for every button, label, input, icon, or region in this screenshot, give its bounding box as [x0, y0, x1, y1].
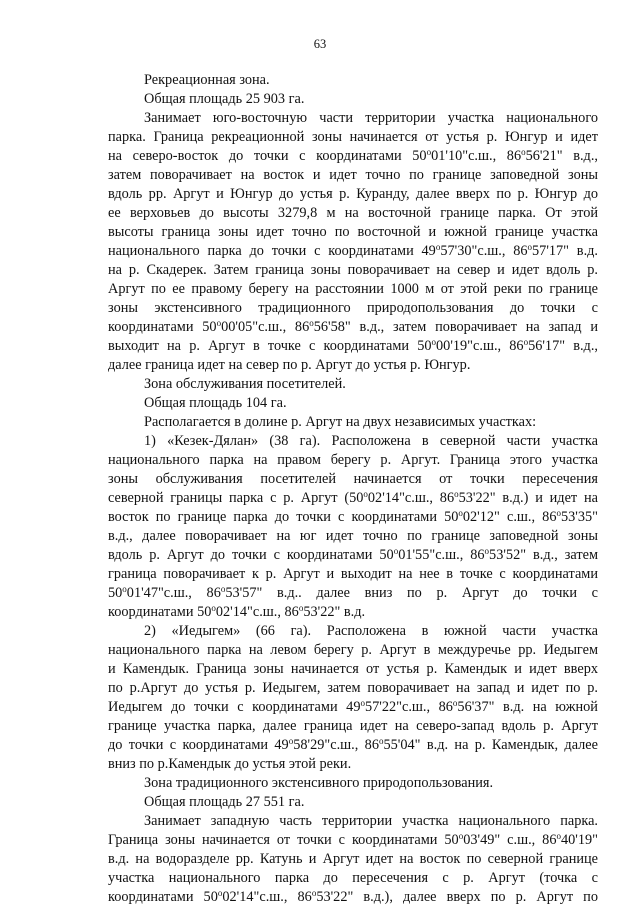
degree-sign: о: [454, 489, 459, 499]
text-line: вдоль р. Аргут до точки с координатами $50^о01'55"с.ш$., $86^о53'52$" в.д., затем: [108, 546, 598, 563]
text-line: высоты граница зоны идет точно по восточной и южной границе участка: [108, 224, 598, 240]
text-line: национального парка на левом берегу р. Аргут в междуречье рр. Иедыгем: [108, 642, 598, 658]
degree-sign: о: [288, 736, 294, 746]
degree-sign: о: [363, 489, 368, 499]
text-line: координатами $50^о02'14"с.ш$., $86^о53'22$" в.д.), далее вверх по р. Аргут по: [108, 888, 598, 905]
text-line: Зона традиционного экстенсивного природопользования.: [144, 775, 494, 791]
degree-sign: о: [431, 337, 437, 347]
text-line: в.д., далее поворачивает на юг идет точно по границе заповедной зоны: [108, 528, 598, 544]
degree-sign: о: [378, 736, 384, 746]
degree-sign: о: [309, 318, 314, 328]
degree-sign: о: [298, 603, 304, 613]
text-line: 1) «Кезек-Дялан» (38 га). Расположена в северной части участка: [144, 433, 598, 449]
text-line: координатами $50^о02'14"с.ш$., $86^о53'22$" в.д.: [108, 603, 366, 620]
text-line: Располагается в долине р. Аргут на двух независимых участках:: [144, 414, 537, 430]
text-line: Занимает западную часть территории участка национального парка.: [144, 813, 598, 829]
page-number: 63: [313, 37, 327, 51]
text-line: Занимает юго-восточную части территории участка национального: [144, 110, 598, 126]
text-line: Общая площадь 104 га.: [144, 395, 287, 411]
text-line: восток по границе парка до точки с координатами $50^о02'12$" с.ш., $86^о53'35$": [108, 508, 598, 525]
text-line: в.д. на водоразделе рр. Катунь и Аргут идет на восток по северной границе: [108, 851, 598, 867]
text-line: и Камендык. Граница зоны начинается от устья р. Камендык и идет вверх: [108, 661, 598, 677]
text-line: зоны экстенсивного традиционного природопользования до точки с: [108, 300, 598, 316]
text-line: $50^о01'47"с.ш$., $86^о53'57$" в.д.. далее вниз по р. Аргут до точки с: [108, 584, 598, 601]
degree-sign: о: [521, 147, 526, 157]
text-line: национального парка до точки с координатами $49^о57'30"с.ш$., $86^о57'17$" в.д.: [108, 242, 598, 259]
degree-sign: о: [393, 546, 399, 556]
text-line: Аргут по ее правому берегу на расстоянии 1000 м от этой реки по границе: [108, 281, 598, 297]
text-line: 2) «Иедыгем» (66 га). Расположена в южной части участка: [144, 623, 598, 639]
text-line: на р. Скадерек. Затем граница зоны поворачивает на север и идет вдоль р.: [108, 262, 598, 278]
text-line: Общая площадь 27 551 га.: [144, 794, 305, 810]
degree-sign: о: [216, 318, 222, 328]
degree-sign: о: [484, 546, 490, 556]
degree-sign: о: [458, 508, 463, 518]
text-line: до точки с координатами $49^о58'29"с.ш$., $86^о55'04$" в.д. на р. Камендык, далее: [108, 736, 598, 753]
degree-sign: о: [523, 337, 529, 347]
text-line: координатами $50^о00'05"с.ш$., $86^о56'58$" в.д., затем поворачивает на запад и: [108, 318, 598, 335]
degree-sign: о: [452, 698, 458, 708]
text-line: национального парка на правом берегу р. Аргут. Граница этого участка: [108, 452, 598, 468]
degree-sign: о: [311, 888, 317, 898]
degree-sign: о: [556, 831, 561, 841]
text-line: далее граница идет на север по р. Аргут до устья р. Юнгур.: [108, 357, 471, 373]
text-line: Общая площадь 25 903 га.: [144, 91, 305, 107]
text-line: затем поворачивает на восток и идет точно по границе заповедной зоны: [108, 167, 598, 183]
text-line: выходит на р. Аргут в точке с координатами $50^о00'19"с.ш$., $86^о56'17$" в.д.,: [108, 337, 598, 354]
degree-sign: о: [360, 698, 365, 708]
text-line: ее верховьев до высоты 3279,8 м на восточной границе парка. От этой: [108, 205, 598, 221]
text-line: Иедыгем до точки с координатами $49^о57'22"с.ш$., $86^о56'37$" в.д. на южной: [108, 698, 598, 715]
text-line: по р.Аргут до устья р. Иедыгем, затем поворачивает на запад и идет по р.: [108, 680, 598, 696]
degree-sign: о: [217, 888, 223, 898]
degree-sign: о: [556, 508, 561, 518]
text-line: граница поворачивает к р. Аргут и выходит на нее в точке с координатами: [108, 566, 598, 582]
text-line: вдоль рр. Аргут и Юнгур до устья р. Куранду, далее вверх по р. Юнгур до: [108, 186, 598, 202]
degree-sign: о: [122, 584, 127, 594]
text-line: Граница зоны начинается от точки с координатами $50^о03'49$" с.ш., $86^о40'19$": [108, 831, 598, 848]
text-line: на северо-восток до точки с координатами $50^о01'10"с.ш$., $86^о56'21$" в.д.,: [108, 147, 598, 164]
text-line: Рекреационная зона.: [144, 72, 270, 88]
degree-sign: о: [220, 584, 226, 594]
degree-sign: о: [426, 147, 432, 157]
text-line: северной границы парка с р. Аргут ($50^о02'14"с.ш$., $86^о53'22$" в.д.) и идет на: [108, 489, 598, 506]
text-line: границе участка парка, далее граница идет на северо-запад вдоль р. Аргут: [108, 718, 598, 734]
degree-sign: о: [435, 242, 441, 252]
text-line: участка национального парка до пересечения с р. Аргут (точка с: [108, 870, 598, 886]
degree-sign: о: [458, 831, 464, 841]
degree-sign: о: [211, 603, 216, 613]
text-line: зоны обслуживания посетителей начинается от точки пересечения: [108, 471, 598, 487]
text-line: вниз по р.Камендык до устья этой реки.: [108, 756, 352, 772]
degree-sign: о: [527, 242, 533, 252]
text-line: парка. Граница рекреационной зоны начинается от устья р. Юнгур и идет: [108, 129, 598, 145]
text-line: Зона обслуживания посетителей.: [144, 376, 346, 392]
